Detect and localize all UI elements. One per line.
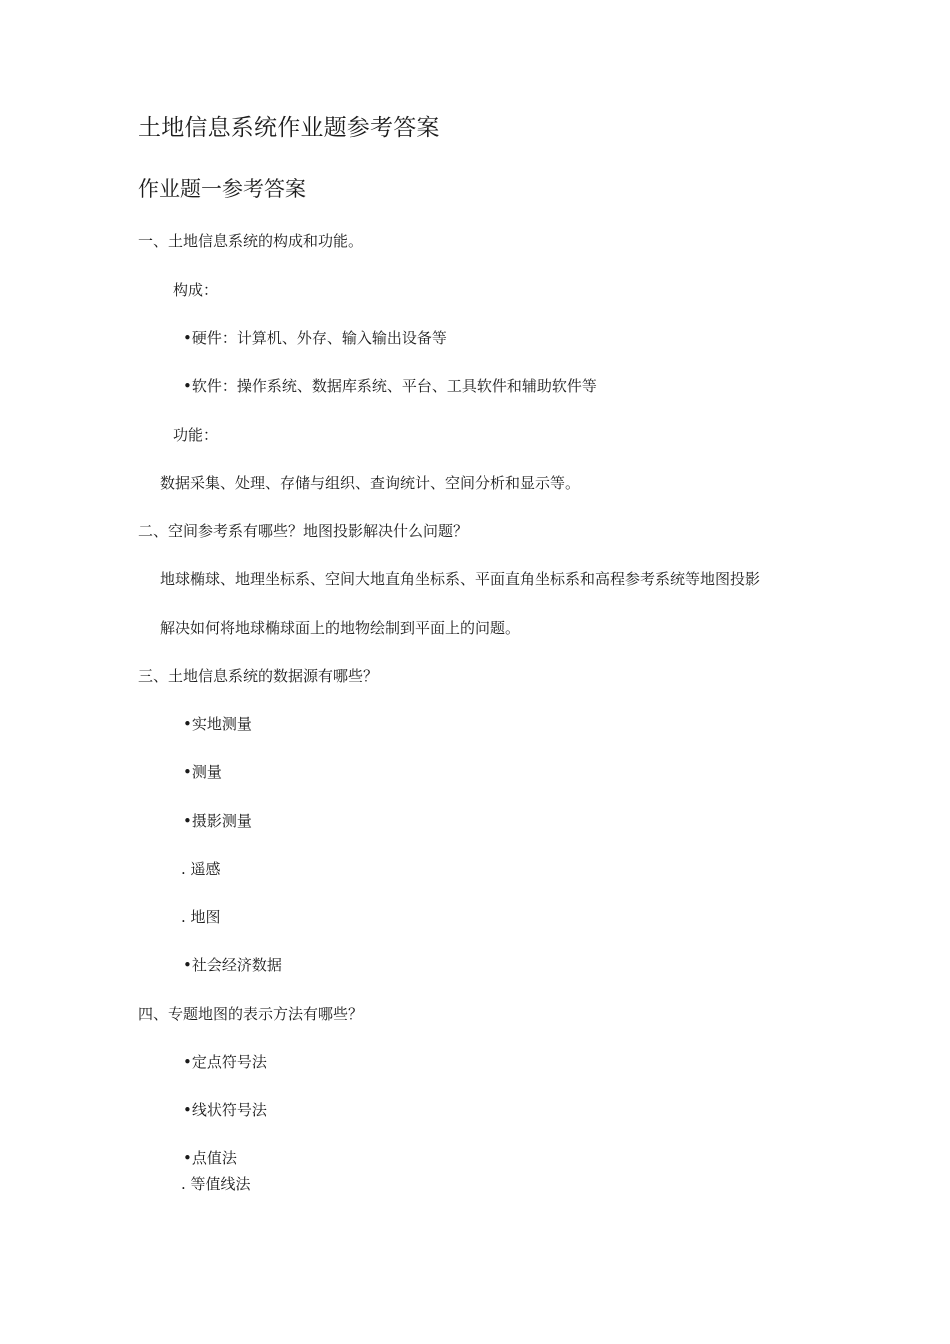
list-item: . 遥感: [181, 860, 221, 878]
answer-2-line-2: 解决如何将地球椭球面上的地物绘制到平面上的问题。: [160, 619, 521, 637]
question-1: 一、土地信息系统的构成和功能。: [138, 232, 364, 250]
question-4: 四、专题地图的表示方法有哪些？: [138, 1005, 364, 1023]
question-3: 三、土地信息系统的数据源有哪些？: [138, 667, 379, 685]
software-item: •软件：操作系统、数据库系统、平台、工具软件和辅助软件等: [183, 377, 597, 395]
question-2: 二、空间参考系有哪些？地图投影解决什么问题？: [138, 522, 469, 540]
hardware-item: •硬件：计算机、外存、输入输出设备等: [183, 329, 447, 347]
section-subtitle: 作业题一参考答案: [138, 177, 306, 201]
list-item: •社会经济数据: [183, 956, 282, 974]
list-item: •定点符号法: [183, 1053, 267, 1071]
list-item: •实地测量: [183, 715, 252, 733]
document-title: 土地信息系统作业题参考答案: [138, 115, 440, 141]
answer-2-line-1: 地球椭球、地理坐标系、空间大地直角坐标系、平面直角坐标系和高程参考系统等地图投影: [160, 570, 761, 588]
list-item: . 地图: [181, 908, 221, 926]
list-item: •摄影测量: [183, 812, 252, 830]
list-item: •测量: [183, 763, 222, 781]
function-label: 功能：: [173, 426, 219, 444]
function-text: 数据采集、处理、存储与组织、查询统计、空间分析和显示等。: [160, 474, 581, 492]
list-item: •点值法: [183, 1149, 237, 1167]
list-item: •线状符号法: [183, 1101, 267, 1119]
list-item: . 等值线法: [181, 1175, 251, 1193]
composition-label: 构成：: [173, 281, 219, 299]
